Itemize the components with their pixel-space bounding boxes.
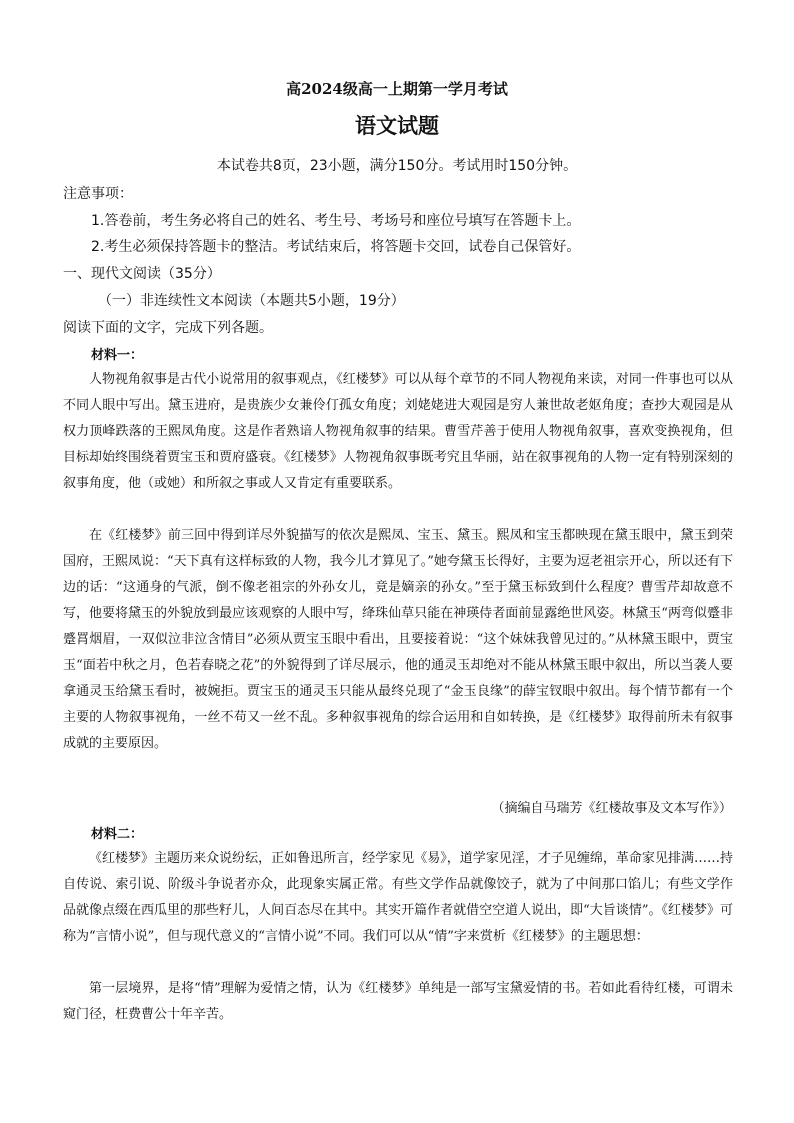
material-1-paragraph-2: 在《红楼梦》前三回中得到详尽外貌描写的依次是熙凤、宝玉、黛玉。熙凤和宝玉都映现在黛玉眼中，黛玉到荣国府，王熙凤说：“天下真有这样标致的人物，我今儿才算见了。”她夸黛玉长得好，主要为逗老祖宗开心，所以还有下边的话：“这通身的气派，倒不像老祖宗的外孙女儿，竟是嫡亲的孙女。”至于黛玉标致到什么程度？曹雪芹却故意不写，他要将黛玉的外貌放到最应该观察的人眼中写，绛珠仙草只能在神瑛侍者面前显露绝世风姿。林黛玉“两弯似蹙非蹙罥烟眉，一双似泣非泣含情目”必须从贾宝玉眼中看出，且要接着说：“这个妹妹我曾见过的。”从林黛玉眼中，贾宝玉“面若中秋之月，色若春晓之花”的外貌得到了详尽展示，他的通灵玉却绝对不能从林黛玉眼中叙出，所以当袭人要拿通灵玉给黛玉看时，被婉拒。贾宝玉的通灵玉只能从最终兑现了“金玉良缘”的薛宝钗眼中叙出。每个情节都有一个主要的人物叙事视角，一丝不苟又一丝不乱。多种叙事视角的综合运用和自如转换，是《红楼梦》取得前所未有叙事成就的主要原因。 xyxy=(63,528,733,751)
material-1-label: 材料一： xyxy=(91,348,144,363)
subject-title: 语文试题 xyxy=(355,113,439,138)
section-instruction: 阅读下面的文字，完成下列各题。 xyxy=(63,320,273,336)
notice-item-2: 2.考生必须保持答题卡的整洁。考试结束后，将答题卡交回，试卷自己保管好。 xyxy=(91,239,581,255)
notices-heading: 注意事项： xyxy=(63,186,133,202)
material-1-paragraph-1: 人物视角叙事是古代小说常用的叙事观点，《红楼梦》可以从每个章节的不同人物视角来读，对同一件事也可以从不同人眼中写出。黛玉进府，是贵族少女兼伶仃孤女角度；刘姥姥进大观园是穷人兼世故老妪角度；查抄大观园是从权力顶峰跌落的王熙凤角度。这是作者熟谙人物视角叙事的结果。曹雪芹善于使用人物视角叙事，喜欢变换视角，但目标却始终围绕着贾宝玉和贾府盛衰。《红楼梦》人物视角叙事既考究且华丽，站在叙事视角的人物一定有特别深刻的叙事角度，他（或她）和所叙之事或人又肯定有重要联系。 xyxy=(63,372,733,491)
notice-item-1: 1.答卷前，考生务必将自己的姓名、考生号、考场号和座位号填写在答题卡上。 xyxy=(91,213,581,229)
material-2-paragraph-1: 《红楼梦》主题历来众说纷纭，正如鲁迅所言，经学家见《易》，道学家见淫，才子见缠绵，革命家见排满……持自传说、索引说、阶级斗争说者亦众，此现象实属正常。有些文学作品就像饺子，就为了中间那口馅儿；有些文学作品就像点缀在西瓜里的那些籽儿，人间百态尽在其中。其实开篇作者就借空空道人说出，即“大旨谈情”。《红楼梦》可称为“言情小说”，但与现代意义的“言情小说”不同。我们可以从“情”字来赏析《红楼梦》的主题思想： xyxy=(63,851,733,944)
exam-info: 本试卷共8页，23小题，满分150分。考试用时150分钟。 xyxy=(216,158,578,174)
material-2-paragraph-2: 第一层境界，是将“情”理解为爱情之情，认为《红楼梦》单纯是一部写宝黛爱情的书。若如此看待红楼，可谓未窥门径，枉费曹公十年辛苦。 xyxy=(63,981,733,1022)
material-2-label: 材料二： xyxy=(91,827,144,842)
section-subheading: （一）非连续性文本阅读（本题共5小题，19分） xyxy=(98,293,405,309)
exam-title: 高2024级高一上期第一学月考试 xyxy=(286,80,508,98)
section-heading: 一、现代文阅读（35分） xyxy=(63,266,221,282)
material-1-source: （摘编自马瑞芳《红楼故事及文本写作》） xyxy=(491,801,732,816)
